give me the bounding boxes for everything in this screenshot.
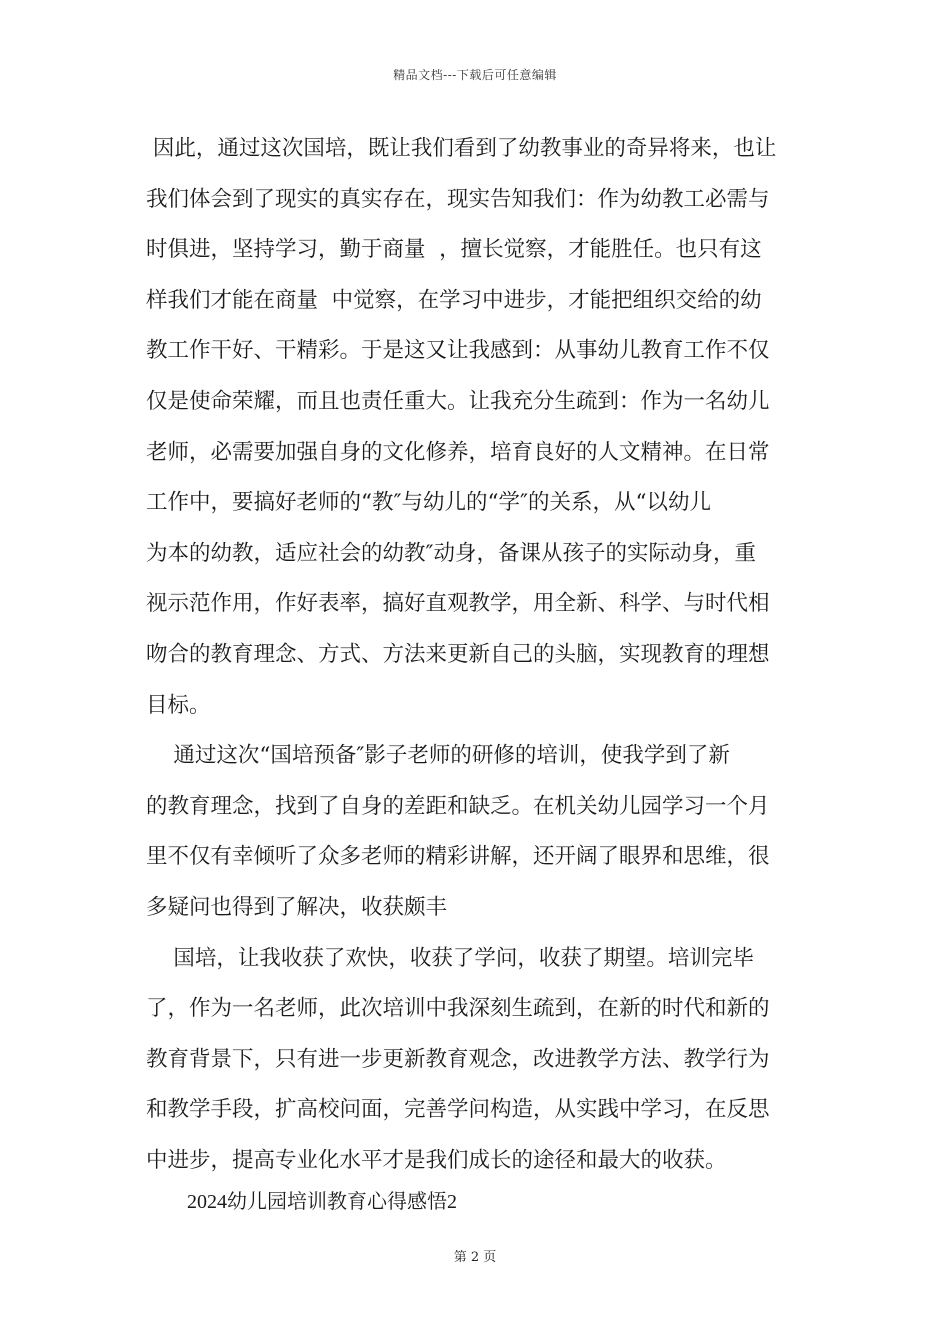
- text-line: 了，作为一名老师，此次培训中我深刻生疏到，在新的时代和新的: [146, 996, 770, 1022]
- text-line: 教工作干好、干精彩。于是这又让我感到：从事幼儿教育工作不仅: [146, 338, 770, 364]
- text-line: 中进步，提高专业化水平才是我们成长的途径和最大的收获。: [146, 1147, 727, 1173]
- text-line: 通过这次“国培预备″影子老师的研修的培训，使我学到了新: [146, 743, 730, 769]
- page-number: 第 2 页: [453, 1250, 497, 1265]
- text-line: 的教育理念，找到了自身的差距和缺乏。在机关幼儿园学习一个月: [146, 793, 770, 819]
- text-line: 老师，必需要加强自身的文化修养，培育良好的人文精神。在日常: [146, 439, 770, 465]
- text-line: 和教学手段，扩高校问面，完善学问构造，从实践中学习，在反思: [146, 1097, 770, 1123]
- text-line: 吻合的教育理念、方式、方法来更新自己的头脑，实现教育的理想: [146, 641, 770, 667]
- text-line: 样我们才能在商量 中觉察，在学习中进步，才能把组织交给的幼: [146, 287, 762, 313]
- section-heading: 2024幼儿园培训教育心得感悟2: [187, 1191, 457, 1213]
- text-line: 我们体会到了现实的真实存在，现实告知我们：作为幼教工必需与: [146, 186, 770, 212]
- text-line: 教育背景下，只有进一步更新教育观念，改进教学方法、教学行为: [146, 1046, 770, 1072]
- text-line: 目标。: [146, 692, 211, 718]
- text-line: 视示范作用，作好表率，搞好直观教学，用全新、科学、与时代相: [146, 591, 770, 617]
- page-header: 精品文档---下载后可任意编辑: [393, 68, 557, 82]
- text-line: 仅是使命荣耀，而且也责任重大。让我充分生疏到：作为一名幼儿: [146, 388, 770, 414]
- text-line: 时俱进，坚持学习，勤于商量 ，擅长觉察，才能胜任。也只有这: [146, 237, 762, 263]
- text-line: 为本的幼教，适应社会的幼教″动身，备课从孩子的实际动身，重: [146, 540, 757, 566]
- text-line: 因此，通过这次国培，既让我们看到了幼教事业的奇异将来，也让: [146, 136, 777, 161]
- text-line: 里不仅有幸倾听了众多老师的精彩讲解，还开阔了眼界和思维，很: [146, 844, 770, 870]
- document-body: [146, 133, 810, 1195]
- text-line: 多疑问也得到了解决，收获颇丰: [146, 894, 448, 920]
- text-line: 工作中，要搞好老师的“教″与幼儿的“学″的关系，从“以幼儿: [146, 490, 712, 516]
- text-line: 国培，让我收获了欢快，收获了学问，收获了期望。培训完毕: [146, 945, 754, 971]
